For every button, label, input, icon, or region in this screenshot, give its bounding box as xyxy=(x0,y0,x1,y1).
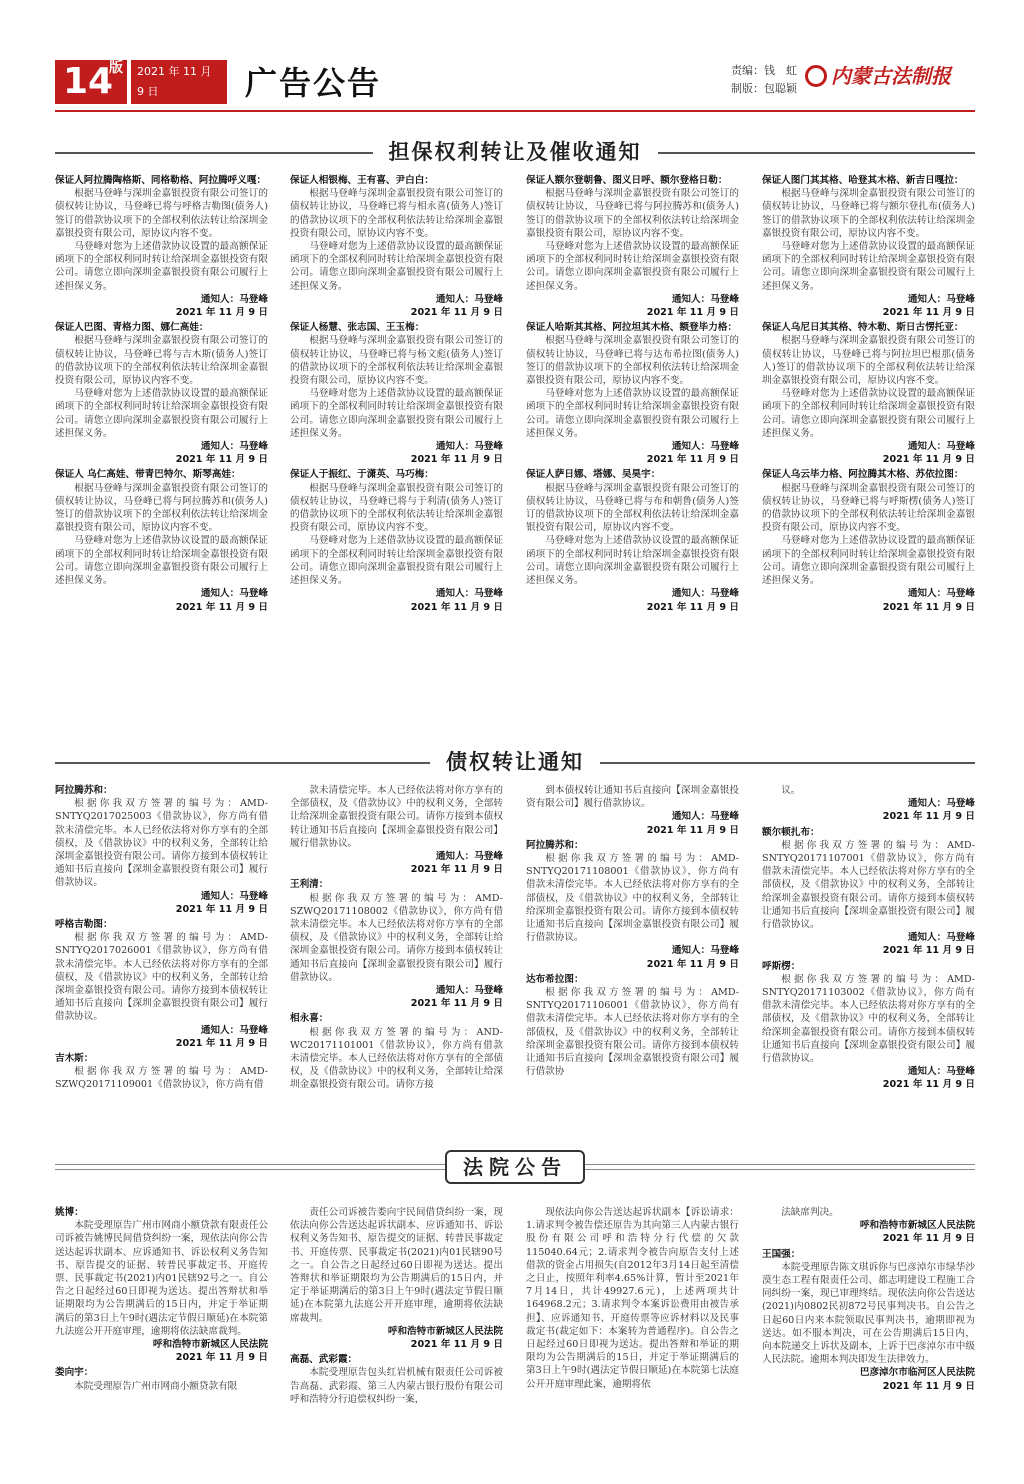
notice-text: 马登峰对您为上述借款协议设置的最高额保证函项下的全部权利同时转让给深圳金嘉银投资有限公司。请您立即向深圳金嘉银投资有限公司履行上述担保义务。 xyxy=(290,388,503,439)
signature: 通知人：马登峰 xyxy=(435,985,503,997)
signature: 通知人：马登峰 xyxy=(671,441,739,453)
notice-text: 马登峰对您为上述借款协议设置的最高额保证函项下的全部权利同时转让给深圳金嘉银投资有限公司。请您立即向深圳金嘉银投资有限公司履行上述担保义务。 xyxy=(55,241,268,292)
issue-date: 2021 年 11 月 9 日 xyxy=(137,65,212,98)
signature-date: 2021 年 11 月 9 日 xyxy=(646,601,739,613)
signature-date: 2021 年 11 月 9 日 xyxy=(882,601,975,613)
notice-text: 款未清偿完毕。本人已经依法将对你方享有的全部债权，及《借款协议》中的权利义务，全部转让给深圳金嘉银投资有限公司。请你方接到本债权转让通知书后直接向【深圳金嘉银投资有限公司】履行借款协议。 xyxy=(290,785,503,849)
signature: 通知人：马登峰 xyxy=(671,588,739,600)
signature-date: 2021 年 11 月 9 日 xyxy=(882,811,975,823)
addressee: 呼格吉勒图： xyxy=(55,919,113,931)
notice-text: 马登峰对您为上述借款协议设置的最高额保证函项下的全部权利同时转让给深圳金嘉银投资有限公司。请您立即向深圳金嘉银投资有限公司履行上述担保义务。 xyxy=(290,535,503,587)
signature: 通知人：马登峰 xyxy=(907,932,975,944)
notice-text: 根据马登峰与深圳金嘉银投资有限公司签订的债权转让协议，马登峰已将与相永喜(债务人)签订的借款协议项下的全部权利依法转让给深圳金嘉银投资有限公司，原协议内容不变。 xyxy=(290,188,503,239)
notice-block xyxy=(762,1248,975,1393)
addressee: 保证人萨日娜、塔娜、吴昊宇： xyxy=(526,469,661,481)
notice-text: 根据马登峰与深圳金嘉银投资有限公司签订的债权转让协议，马登峰已将与达布希拉图(债务人)签订的借款协议项下的全部权利依法转让给深圳金嘉银投资有限公司，原协议内容不变。 xyxy=(526,335,739,387)
notice-text: 马登峰对您为上述借款协议设置的最高额保证函项下的全部权利同时转让给深圳金嘉银投资有限公司。请您立即向深圳金嘉银投资有限公司履行上述担保义务。 xyxy=(290,241,503,292)
notice-text: 根据马登峰与深圳金嘉银投资有限公司签订的债权转让协议，马登峰已将与阿拉腾苏和(债务人)签订的借款协议项下的全部权利依法转让给深圳金嘉银投资有限公司，原协议内容不变。 xyxy=(55,482,268,534)
addressee: 达布希拉图： xyxy=(526,973,584,985)
notice-block xyxy=(55,918,268,1050)
addressee: 呼斯楞： xyxy=(762,960,801,972)
notice-text: 根据你我双方签署的编号为：AND-WC20171101001《借款协议》，你方尚有借款未清偿完毕。本人已经依法将对你方享有的全部债权，及《借款协议》中的权利义务，全部转让给深圳金嘉银投资有限公司。请你方接 xyxy=(290,1026,503,1091)
section1-column xyxy=(290,174,503,734)
addressee: 王国强： xyxy=(762,1248,801,1260)
section-title: 广告公告 xyxy=(245,64,382,102)
signature-date: 2021 年 11 月 9 日 xyxy=(175,903,268,915)
notice-block xyxy=(762,468,975,613)
section2-header xyxy=(55,748,975,778)
signature: 通知人：马登峰 xyxy=(435,293,503,305)
addressee: 保证人 乌仁高娃、带青巴特尔、斯琴高娃： xyxy=(55,469,241,481)
notice-text: 根据你我双方签署的编号为：AMD-SNTYQ20171103002《借款协议》，你方尚有借款未清偿完毕。本人已经依法将对你方享有的全部债权，及《借款协议》中的权利义务，全部转让给深圳金嘉银投资有限公司。请你方接到本债权转让通知书后直接向【深圳金嘉银投资有限公司】履行借款协议。 xyxy=(762,973,975,1065)
notice-block xyxy=(526,839,739,971)
signature-date: 2021 年 11 月 9 日 xyxy=(410,864,503,876)
notice-block xyxy=(526,468,739,613)
section1-column xyxy=(762,174,975,734)
notice-block xyxy=(55,1052,268,1092)
page-ban-label: 版 xyxy=(109,60,123,76)
notice-block xyxy=(762,960,975,1092)
signature: 通知人：马登峰 xyxy=(907,1066,975,1078)
section2-column xyxy=(526,784,739,1124)
notice-block xyxy=(55,784,268,916)
notice-block xyxy=(290,174,503,319)
page-number-badge xyxy=(55,60,127,104)
signature: 巴彦淖尔市临河区人民法院 xyxy=(859,1367,975,1379)
section1-column xyxy=(526,174,739,734)
notice-text: 根据你我双方签署的编号为：AMD-SZWQ20171108002《借款协议》，你方尚有借款未清偿完毕。本人已经依法将对你方享有的全部债权，及《借款协议》中的权利义务，全部转让给深圳金嘉银投资有限公司。请你方接到本债权转让通知书后直接向【深圳金嘉银投资有限公司】履行借款协议。 xyxy=(290,892,503,983)
signature: 呼和浩特市新城区人民法院 xyxy=(152,1339,268,1351)
notice-text: 根据你我双方签署的编号为：AMD-SZWQ20171109001《借款协议》，你方尚有借 xyxy=(55,1066,268,1091)
addressee: 保证人哈斯其其格、阿拉坦其木格、额登毕力格： xyxy=(526,322,738,334)
section2-column xyxy=(290,784,503,1124)
notice-block xyxy=(526,321,739,466)
signature: 通知人：马登峰 xyxy=(200,890,268,902)
notice-text: 马登峰对您为上述借款协议设置的最高额保证函项下的全部权利同时转让给深圳金嘉银投资有限公司。请您立即向深圳金嘉银投资有限公司履行上述担保义务。 xyxy=(762,241,975,292)
notice-text: 根据马登峰与深圳金嘉银投资有限公司签订的债权转让协议，马登峰已将与呼格吉勒图(债务人)签订的借款协议项下的全部权利依法转让给深圳金嘉银投资有限公司，原协议内容不变。 xyxy=(55,188,268,239)
addressee: 阿拉腾苏和： xyxy=(55,785,113,796)
signature: 通知人：马登峰 xyxy=(435,441,503,453)
signature-date: 2021 年 11 月 9 日 xyxy=(646,824,739,836)
notice-text: 根据你我双方签署的编号为：AMD-SNTYQ20171106001《借款协议》，你方尚有借款未清偿完毕。本人已经依法将对你方享有的全部债权，及《借款协议》中的权利义务，全部转让给深圳金嘉银投资有限公司。请你方接到本债权转让通知书后直接向【深圳金嘉银投资有限公司】履行借款协 xyxy=(526,987,739,1078)
addressee: 王利清： xyxy=(290,879,329,891)
section3-column xyxy=(55,1206,268,1468)
signature: 通知人：马登峰 xyxy=(435,588,503,600)
notice-block xyxy=(55,1366,268,1392)
notice-text: 法缺席判决。 xyxy=(781,1207,839,1218)
notice-text: 根据马登峰与深圳金嘉银投资有限公司签订的债权转让协议，马登峰已将与杨文彪(债务人)签订的借款协议项下的全部权利依法转让给深圳金嘉银投资有限公司，原协议内容不变。 xyxy=(290,335,503,387)
editor-name: 责编：钱 虹 xyxy=(731,64,797,77)
addressee: 保证人相银梅、王有喜、尹白白： xyxy=(290,175,434,186)
notice-text: 根据你我双方签署的编号为：AMD-SNTYQ2017025003《借款协议》，你方尚有借款未清偿完毕。本人已经依法将对你方享有的全部债权，及《借款协议》中的权利义务，全部转让给深圳金嘉银投资有限公司。请你方接到本债权转让通知书后直接向【深圳金嘉银投资有限公司】履行借款协议。 xyxy=(55,798,268,889)
notice-text: 根据马登峰与深圳金嘉银投资有限公司签订的债权转让协议，马登峰已将与呼斯楞(债务人)签订的借款协议项下的全部权利依法转让给深圳金嘉银投资有限公司，原协议内容不变。 xyxy=(762,482,975,534)
signature-date: 2021 年 11 月 9 日 xyxy=(410,601,503,613)
notice-text: 根据马登峰与深圳金嘉银投资有限公司签订的债权转让协议，马登峰已将与额尔登扎布(债务人)签订的借款协议项下的全部权利依法转让给深圳金嘉银投资有限公司，原协议内容不变。 xyxy=(762,188,975,239)
signature: 通知人：马登峰 xyxy=(200,293,268,305)
notice-text: 马登峰对您为上述借款协议设置的最高额保证函项下的全部权利同时转让给深圳金嘉银投资有限公司。请您立即向深圳金嘉银投资有限公司履行上述担保义务。 xyxy=(526,535,739,587)
signature: 通知人：马登峰 xyxy=(200,1024,268,1036)
signature-date: 2021 年 11 月 9 日 xyxy=(410,998,503,1010)
signature-date: 2021 年 11 月 9 日 xyxy=(410,1339,503,1351)
signature-date: 2021 年 11 月 9 日 xyxy=(175,601,268,613)
notice-text: 根据马登峰与深圳金嘉银投资有限公司签订的债权转让协议，马登峰已将与布和朝鲁(债务人)签订的借款协议项下的全部权利依法转让给深圳金嘉银投资有限公司，原协议内容不变。 xyxy=(526,482,739,534)
notice-text: 到本债权转让通知书后直接向【深圳金嘉银投资有限公司】履行借款协议。 xyxy=(526,785,739,810)
notice-block xyxy=(762,1206,975,1246)
notice-text: 本院受理原告陈文琪诉你与巴彦淖尔市绿华沙漠生态工程有限责任公司、都志明建设工程施工合同纠纷一案，现已审理终结。现依法向你公告送达(2021)内0802民初872号民事判决书。自公告之日起60日内来本院领取民事判决书，逾期即视为送达。如不服本判决，可在公告期满后15日内，向本院递交上诉状及副本，上诉于巴彦淖尔市中级人民法院。逾期本判决即发生法律效力。 xyxy=(762,1261,975,1366)
notice-text: 本院受理原告广州市网商小额贷款有限 xyxy=(74,1380,238,1392)
signature: 呼和浩特市新城区人民法院 xyxy=(859,1220,975,1232)
signature-date: 2021 年 11 月 9 日 xyxy=(882,945,975,957)
addressee: 高磊、武彩霞： xyxy=(290,1354,358,1366)
addressee: 保证人额尔登朝鲁、图义日呼、额尔登格日勒： xyxy=(526,175,728,186)
signature: 通知人：马登峰 xyxy=(200,588,268,600)
producer-name: 制版：包聪颖 xyxy=(731,82,797,95)
signature-date: 2021 年 11 月 9 日 xyxy=(882,1079,975,1091)
notice-block xyxy=(526,1206,739,1391)
addressee: 姚博： xyxy=(55,1207,84,1218)
signature: 通知人：马登峰 xyxy=(907,441,975,453)
notice-text: 现依法向你公告送达起诉状副本【诉讼请求：1.请求判令被告偿还原告为其向第三人内蒙古银行股份有限公司呼和浩特分行代偿的欠款115040.64元；2.请求判令被告向原告支付上述借款的资金占用损失(自2012年3月14日起至清偿之日止，按照年利率4.65%计算，暂计至2021年7月14日，共计49927.6元)，上述两项共计164968.2元；3.请求判令本案诉讼费用由被告承担】、应诉通知书、开庭传票等应诉材料以及民事裁定书(裁定如下：本案转为普通程序)。自公告之日起经过60日即视为送达。提出答辩和举证的期限均为公告期满后的15日，并定于举证期满后的第3日上午9时(遇法定节假日顺延)在本院第七法庭公开开庭审理此案，逾期将依 xyxy=(526,1207,739,1390)
section3-column xyxy=(290,1206,503,1468)
addressee: 保证人杨慧、张志国、王玉梅： xyxy=(290,322,425,334)
notice-text: 根据你我双方签署的编号为：AMD-SNTYQ20171107001《借款协议》，你方尚有借款未清偿完毕。本人已经依法将对你方享有的全部债权，及《借款协议》中的权利义务，全部转让给深圳金嘉银投资有限公司。请你方接到本债权转让通知书后直接向【深圳金嘉银投资有限公司】履行借款协议。 xyxy=(762,839,975,931)
notice-block xyxy=(526,784,739,837)
signature-date: 2021 年 11 月 9 日 xyxy=(882,1380,975,1392)
notice-text: 根据你我双方签署的编号为：AMD-SNTYQ20171108001《借款协议》，你方尚有借款未清偿完毕。本人已经依法将对你方享有的全部债权，及《借款协议》中的权利义务，全部转让给深圳金嘉银投资有限公司。请你方接到本债权转让通知书后直接向【深圳金嘉银投资有限公司】履行借款协议。 xyxy=(526,853,739,944)
signature: 通知人：马登峰 xyxy=(671,945,739,957)
notice-text: 根据你我双方签署的编号为：AMD-SNTYQ2017026001《借款协议》，你方尚有借款未清偿完毕。本人已经依法将对你方享有的全部债权，及《借款协议》中的权利义务，全部转让给深圳金嘉银投资有限公司。请你方接到本债权转让通知书后直接向【深圳金嘉银投资有限公司】履行借款协议。 xyxy=(55,932,268,1023)
signature-date: 2021 年 11 月 9 日 xyxy=(410,454,503,466)
header-rule xyxy=(55,110,975,112)
notice-block xyxy=(290,468,503,613)
section2-column xyxy=(762,784,975,1124)
addressee: 阿拉腾苏和： xyxy=(526,839,584,851)
editor-credits xyxy=(731,62,797,98)
signature: 通知人：马登峰 xyxy=(671,293,739,305)
notice-block xyxy=(762,826,975,958)
notice-text: 马登峰对您为上述借款协议设置的最高额保证函项下的全部权利同时转让给深圳金嘉银投资有限公司。请您立即向深圳金嘉银投资有限公司履行上述担保义务。 xyxy=(55,388,268,439)
signature: 通知人：马登峰 xyxy=(907,798,975,810)
addressee: 额尔顿扎布： xyxy=(762,826,820,838)
signature-date: 2021 年 11 月 9 日 xyxy=(175,1352,268,1364)
addressee: 保证人图门其其格、哈登其木格、新吉日嘎拉： xyxy=(762,175,964,186)
notice-text: 马登峰对您为上述借款协议设置的最高额保证函项下的全部权利同时转让给深圳金嘉银投资有限公司。请您立即向深圳金嘉银投资有限公司履行上述担保义务。 xyxy=(55,535,268,587)
addressee: 相永喜： xyxy=(290,1013,329,1025)
notice-block xyxy=(290,1012,503,1091)
section2-column xyxy=(55,784,268,1124)
signature: 通知人：马登峰 xyxy=(907,293,975,305)
section1-title: 担保权利转让及催收通知 xyxy=(373,140,658,164)
signature-date: 2021 年 11 月 9 日 xyxy=(646,307,739,319)
addressee: 保证人乌云毕力格、阿拉腾其木格、苏依拉图： xyxy=(762,469,964,481)
masthead-logo xyxy=(805,62,951,90)
signature-date: 2021 年 11 月 9 日 xyxy=(175,454,268,466)
notice-text: 议。 xyxy=(781,785,801,796)
notice-block xyxy=(762,174,975,319)
addressee: 娄向宇： xyxy=(55,1367,94,1379)
section2-title: 债权转让通知 xyxy=(430,750,600,774)
logo-mark-icon xyxy=(805,65,827,87)
notice-text: 根据马登峰与深圳金嘉银投资有限公司签订的债权转让协议，马登峰已将与于利清(债务人)签订的借款协议项下的全部权利依法转让给深圳金嘉银投资有限公司，原协议内容不变。 xyxy=(290,482,503,534)
notice-text: 根据马登峰与深圳金嘉银投资有限公司签订的债权转让协议，马登峰已将与阿拉坦巴根那(债务人)签订的借款协议项下的全部权利依法转让给深圳金嘉银投资有限公司，原协议内容不变。 xyxy=(762,335,975,387)
signature: 通知人：马登峰 xyxy=(907,588,975,600)
signature-date: 2021 年 11 月 9 日 xyxy=(175,1037,268,1049)
notice-text: 马登峰对您为上述借款协议设置的最高额保证函项下的全部权利同时转让给深圳金嘉银投资有限公司。请您立即向深圳金嘉银投资有限公司履行上述担保义务。 xyxy=(762,388,975,439)
page-header xyxy=(55,60,975,108)
notice-text: 马登峰对您为上述借款协议设置的最高额保证函项下的全部权利同时转让给深圳金嘉银投资有限公司。请您立即向深圳金嘉银投资有限公司履行上述担保义务。 xyxy=(762,535,975,587)
notice-block xyxy=(290,1206,503,1351)
notice-block xyxy=(55,468,268,613)
signature-date: 2021 年 11 月 9 日 xyxy=(882,454,975,466)
notice-block xyxy=(290,878,503,1010)
addressee: 保证人于振红、于潇英、马巧梅： xyxy=(290,469,434,481)
section3-column xyxy=(526,1206,739,1468)
notice-text: 本院受理原告包头红岩机械有限责任公司诉被告高磊、武彩霞、第三人内蒙古银行股份有限公司呼和浩特分行追偿权纠纷一案， xyxy=(290,1367,503,1405)
section1-header xyxy=(55,138,975,168)
notice-block xyxy=(526,973,739,1079)
addressee: 保证人乌尼日其其格、特木勒、斯日古愣托亚： xyxy=(762,322,964,334)
signature-date: 2021 年 11 月 9 日 xyxy=(646,454,739,466)
signature: 呼和浩特市新城区人民法院 xyxy=(387,1325,503,1337)
notice-text: 马登峰对您为上述借款协议设置的最高额保证函项下的全部权利同时转让给深圳金嘉银投资有限公司。请您立即向深圳金嘉银投资有限公司履行上述担保义务。 xyxy=(526,388,739,439)
signature: 通知人：马登峰 xyxy=(435,851,503,863)
notice-text: 根据马登峰与深圳金嘉银投资有限公司签订的债权转让协议，马登峰已将与阿拉腾苏和(债务人)签订的借款协议项下的全部权利依法转让给深圳金嘉银投资有限公司，原协议内容不变。 xyxy=(526,188,739,239)
page-number: 14 xyxy=(63,61,114,102)
addressee: 保证人巴图、青格力图、娜仁高娃： xyxy=(55,322,209,334)
section3-column xyxy=(762,1206,975,1468)
signature-date: 2021 年 11 月 9 日 xyxy=(175,307,268,319)
notice-text: 责任公司诉被告娄向宇民间借贷纠纷一案，现依法向你公告送达起诉状副本、应诉通知书、诉讼权利义务告知书、原告提交的证据、转普民事裁定书、开庭传票、民事裁定书(2021)内01民辖90号之一。自公告之日起经过60日即视为送达。提出答辩状和举证期限均为公告期满后的15日内，并定于举证期满后的第3日上午9时(遇法定节假日顺延)在本院第九法庭公开开庭审理，逾期将依法缺席裁判。 xyxy=(290,1207,503,1324)
notice-text: 马登峰对您为上述借款协议设置的最高额保证函项下的全部权利同时转让给深圳金嘉银投资有限公司。请您立即向深圳金嘉银投资有限公司履行上述担保义务。 xyxy=(526,241,739,292)
masthead-name: 内蒙古法制报 xyxy=(831,64,951,88)
notice-block xyxy=(762,784,975,824)
addressee: 保证人阿拉腾陶格斯、同格勒格、阿拉腾呼义嘎： xyxy=(55,175,267,186)
notice-block xyxy=(762,321,975,466)
notice-text: 根据马登峰与深圳金嘉银投资有限公司签订的债权转让协议，马登峰已将与吉木斯(债务人)签订的借款协议项下的全部权利依法转让给深圳金嘉银投资有限公司，原协议内容不变。 xyxy=(55,335,268,387)
section1-column xyxy=(55,174,268,734)
signature-date: 2021 年 11 月 9 日 xyxy=(646,958,739,970)
notice-block xyxy=(55,321,268,466)
signature: 通知人：马登峰 xyxy=(671,811,739,823)
notice-text: 本院受理原告广州市网商小额贷款有限责任公司诉被告姚博民间借贷纠纷一案，现依法向你公告送达起诉状副本、应诉通知书、诉讼权利义务告知书、原告提交的证据、转普民事裁定书、开庭传票、民事裁定书(2021)内01民辖92号之一。自公告之日起经过60日即视为送达。提出答辩状和举证期限均为公告期满后的15日内，并定于举证期满后的第3日上午9时(遇法定节假日顺延)在本院第九法庭公开开庭审理，逾期将依法缺席裁判。 xyxy=(55,1220,268,1337)
court-notice-banner: 法院公告 xyxy=(445,1150,585,1184)
date-box xyxy=(131,60,227,104)
signature-date: 2021 年 11 月 9 日 xyxy=(882,307,975,319)
signature-date: 2021 年 11 月 9 日 xyxy=(410,307,503,319)
addressee: 吉木斯： xyxy=(55,1053,94,1065)
signature-date: 2021 年 11 月 9 日 xyxy=(882,1233,975,1245)
notice-block xyxy=(290,784,503,876)
notice-block xyxy=(290,1353,503,1406)
issue-weekday xyxy=(137,102,221,122)
signature: 通知人：马登峰 xyxy=(200,441,268,453)
notice-block xyxy=(526,174,739,319)
notice-block xyxy=(290,321,503,466)
notice-block xyxy=(55,1206,268,1364)
notice-block xyxy=(55,174,268,319)
